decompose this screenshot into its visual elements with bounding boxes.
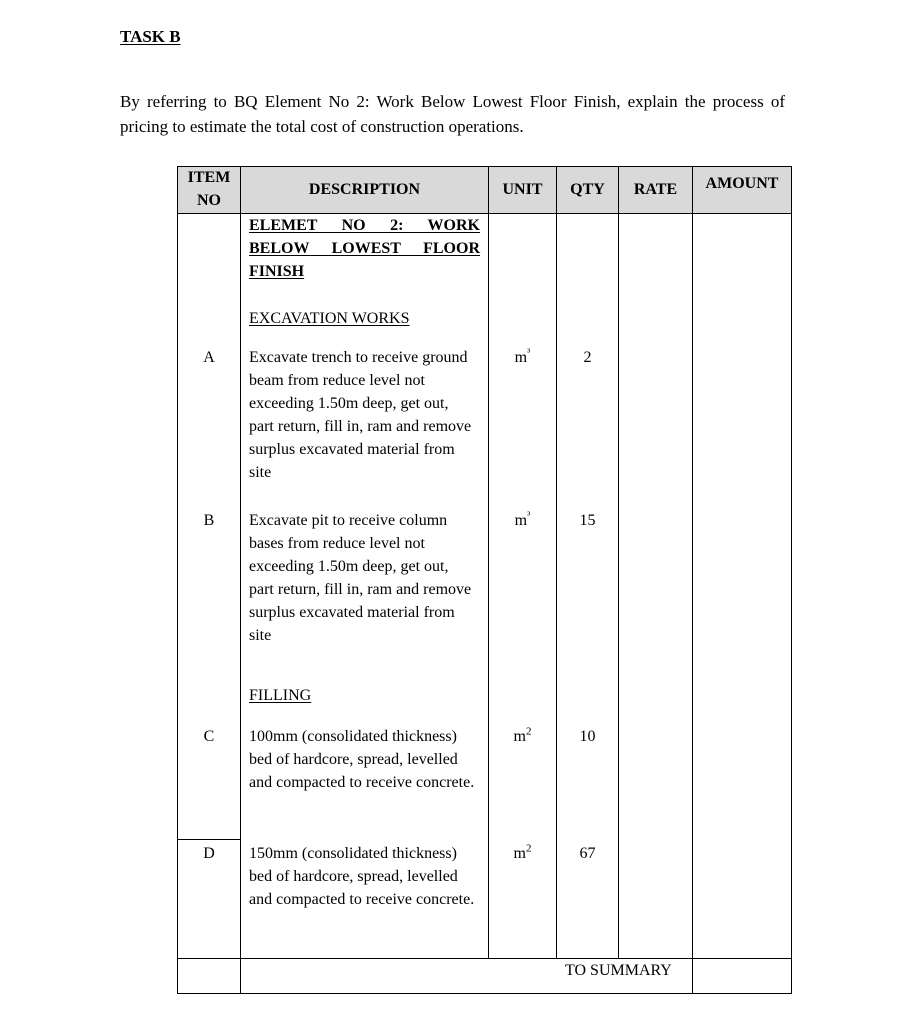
row-description: 150mm (consolidated thickness) bed of hardcore, spread, levelled and compacted to receive concrete.	[249, 845, 475, 908]
header-item-line1: ITEM	[187, 169, 231, 186]
row-item-no: A	[203, 349, 215, 366]
row-item-no: D	[203, 845, 215, 862]
row-item-no: B	[203, 512, 215, 529]
table-top-border	[178, 166, 792, 167]
header-amount: AMOUNT	[705, 175, 779, 192]
rate-column-border	[692, 166, 693, 994]
qty-column-border	[618, 166, 619, 959]
description-column-border	[488, 166, 489, 959]
row-qty: 10	[579, 728, 596, 745]
unit-superscript: 2	[525, 842, 532, 855]
header-rate: RATE	[633, 181, 678, 198]
row-item-no: C	[203, 728, 215, 745]
unit-superscript: ³	[527, 346, 531, 359]
header-item	[178, 166, 240, 212]
row-qty: 67	[579, 845, 596, 862]
unit-base: m	[514, 349, 528, 366]
row-divider-c-d	[178, 839, 241, 840]
table-left-border	[177, 166, 178, 994]
section-filling: FILLING	[249, 687, 312, 704]
row-unit	[489, 509, 556, 532]
row-description: Excavate trench to receive ground beam from reduce level not exceeding 1.50m deep, get out, part return, fill in, ram and remove surplus excavated material from site	[249, 349, 472, 481]
unit-base: m	[513, 728, 526, 745]
row-unit	[489, 842, 556, 865]
header-description: DESCRIPTION	[308, 181, 421, 198]
row-qty: 2	[583, 349, 592, 366]
footer-top-border	[178, 958, 792, 959]
item-column-border	[240, 166, 241, 994]
row-qty: 15	[579, 512, 596, 529]
section-excavation-works: EXCAVATION WORKS	[249, 310, 410, 327]
task-title: TASK B	[120, 27, 181, 46]
row-description: Excavate pit to receive column bases from reduce level not exceeding 1.50m deep, get out, part return, fill in, ram and remove surplus excavated material from site	[249, 512, 472, 644]
header-qty: QTY	[570, 181, 605, 198]
header-item-line2: NO	[197, 192, 221, 209]
unit-superscript: ³	[527, 509, 531, 522]
unit-base: m	[513, 845, 526, 862]
unit-base: m	[514, 512, 528, 529]
header-unit: UNIT	[502, 181, 543, 198]
row-unit	[489, 725, 556, 748]
element-title: ELEMET NO 2: WORK BELOW LOWEST FLOOR FINISH	[249, 217, 480, 280]
table-right-border	[791, 166, 792, 994]
unit-column-border	[556, 166, 557, 959]
to-summary-label: TO SUMMARY	[565, 962, 672, 979]
row-description: 100mm (consolidated thickness) bed of hardcore, spread, levelled and compacted to receive concrete.	[249, 728, 475, 791]
unit-superscript: 2	[525, 725, 532, 738]
table-bottom-border	[178, 993, 792, 994]
task-intro: By referring to BQ Element No 2: Work Below Lowest Floor Finish, explain the process of pricing to estimate the total cost of construction operations.	[120, 92, 785, 136]
row-unit	[489, 346, 556, 369]
